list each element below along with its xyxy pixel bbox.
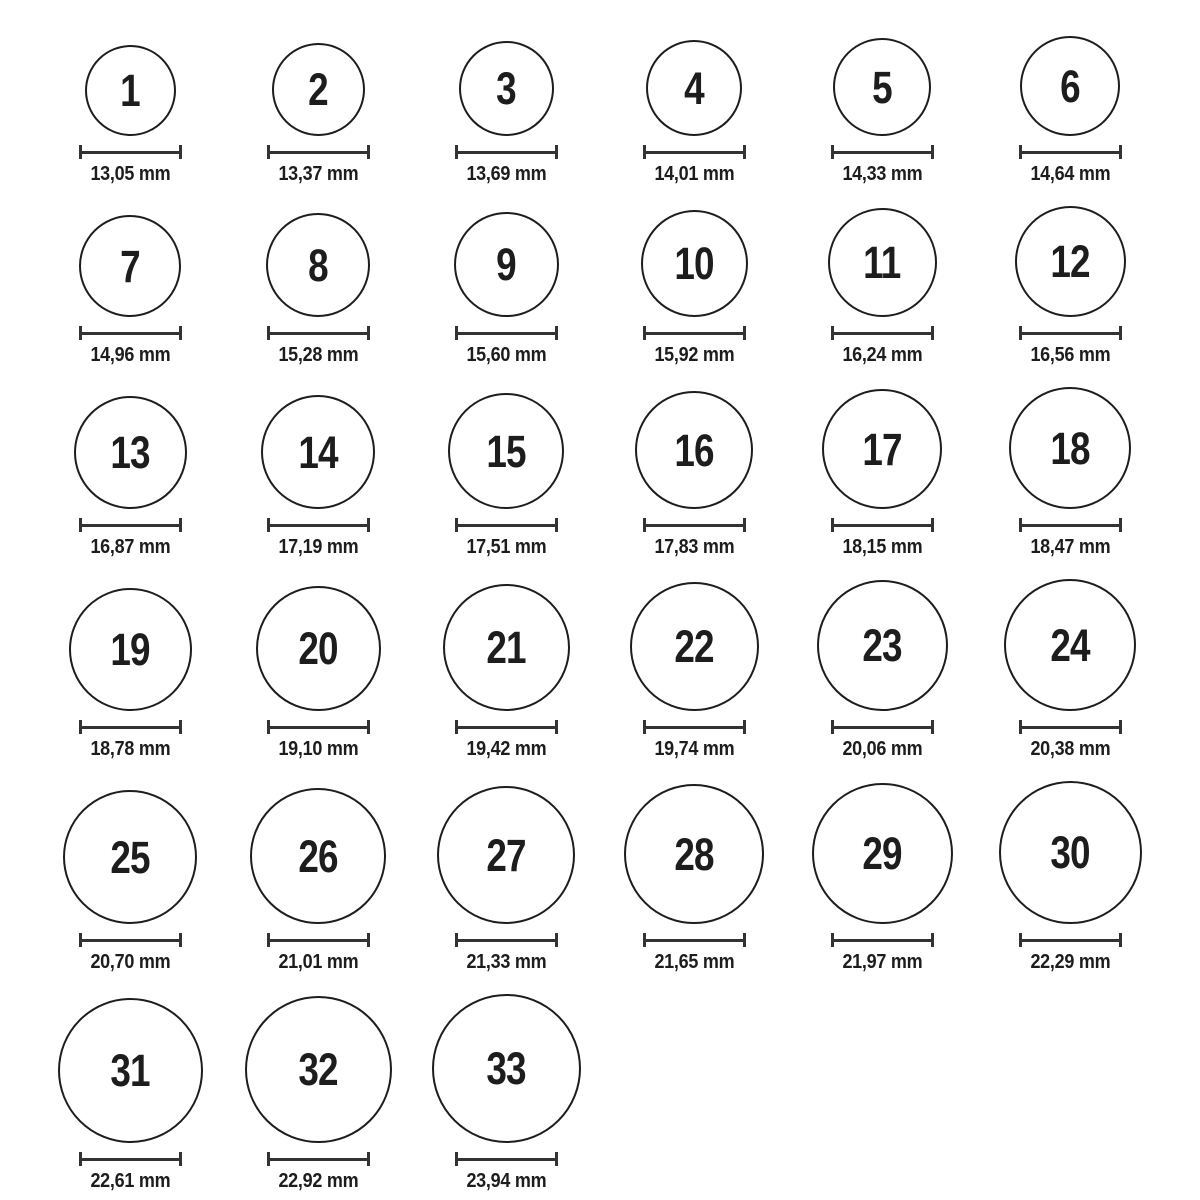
ruler-bar — [267, 524, 370, 527]
ruler-right-tick — [179, 933, 182, 947]
diameter-label: 14,01 mm — [654, 163, 734, 185]
diameter-label: 18,47 mm — [1030, 536, 1110, 558]
ruler-right-tick — [1119, 145, 1122, 159]
ring-circle — [624, 784, 764, 924]
ring-size-item — [1009, 387, 1131, 559]
ring-size-item — [831, 38, 934, 186]
diameter-ruler — [267, 1152, 370, 1166]
ring-circle — [79, 215, 181, 317]
ruler-bar — [643, 524, 746, 527]
diameter-ruler — [79, 518, 182, 532]
ring-size-number: 13 — [110, 427, 150, 478]
ring-size-number: 29 — [862, 828, 902, 879]
diameter-label: 16,56 mm — [1030, 344, 1110, 366]
ring-size-number: 14 — [298, 426, 338, 478]
ruler-bar — [79, 332, 182, 335]
ruler-right-tick — [555, 933, 558, 947]
diameter-label: 16,24 mm — [842, 344, 922, 366]
ring-size-item — [63, 790, 197, 974]
ruler-bar — [79, 151, 182, 154]
ring-size-number: 25 — [110, 831, 150, 883]
ruler-bar — [455, 151, 558, 154]
ring-size-number: 12 — [1050, 236, 1090, 287]
diameter-label: 22,61 mm — [90, 1170, 170, 1192]
diameter-label: 21,33 mm — [466, 951, 546, 973]
ring-size-number: 11 — [863, 237, 901, 288]
diameter-ruler — [1019, 326, 1122, 340]
ring-circle — [999, 781, 1142, 924]
diameter-ruler — [267, 933, 370, 947]
ruler-right-tick — [367, 145, 370, 159]
ring-size-item — [817, 580, 948, 761]
diameter-label: 14,96 mm — [90, 344, 170, 366]
ruler-bar — [79, 726, 182, 729]
diameter-ruler — [79, 145, 182, 159]
diameter-ruler — [79, 326, 182, 340]
ring-circle — [630, 582, 759, 711]
ring-size-number: 23 — [862, 620, 902, 671]
ruler-bar — [79, 1158, 182, 1161]
diameter-label: 13,37 mm — [278, 163, 358, 185]
ring-circle — [69, 588, 192, 711]
diameter-label: 13,69 mm — [466, 163, 546, 185]
ruler-bar — [831, 151, 934, 154]
ring-size-number: 32 — [298, 1044, 338, 1095]
diameter-ruler — [831, 326, 934, 340]
ring-size-item — [1004, 579, 1136, 761]
ring-size-item — [58, 998, 203, 1193]
diameter-label: 21,65 mm — [654, 951, 734, 973]
ring-circle — [261, 395, 375, 509]
ruler-right-tick — [179, 326, 182, 340]
ruler-right-tick — [931, 720, 934, 734]
diameter-ruler — [831, 145, 934, 159]
ruler-bar — [1019, 332, 1122, 335]
diameter-label: 20,38 mm — [1030, 738, 1110, 760]
ring-size-number: 10 — [674, 238, 714, 289]
ruler-right-tick — [179, 1152, 182, 1166]
ring-circle — [443, 584, 570, 711]
ring-circle — [635, 391, 753, 509]
ring-circle — [63, 790, 197, 924]
ring-size-item — [624, 784, 764, 974]
ruler-right-tick — [179, 518, 182, 532]
ring-size-item — [1015, 206, 1126, 367]
ring-size-number: 4 — [684, 62, 704, 114]
diameter-label: 22,29 mm — [1030, 951, 1110, 973]
diameter-ruler — [79, 720, 182, 734]
ruler-right-tick — [367, 326, 370, 340]
ring-size-item — [828, 208, 937, 367]
ring-size-item — [256, 586, 381, 761]
ruler-bar — [643, 939, 746, 942]
ring-size-item — [437, 786, 575, 974]
ring-size-number: 26 — [298, 830, 338, 882]
ring-circle — [58, 998, 203, 1143]
diameter-label: 19,74 mm — [654, 738, 734, 760]
ring-circle — [817, 580, 948, 711]
ring-size-number: 24 — [1050, 619, 1090, 671]
ruler-right-tick — [367, 1152, 370, 1166]
ring-size-item — [267, 43, 370, 186]
ruler-right-tick — [367, 720, 370, 734]
diameter-ruler — [79, 933, 182, 947]
ring-circle — [85, 45, 176, 136]
ring-circle — [245, 996, 392, 1143]
diameter-ruler — [643, 326, 746, 340]
diameter-label: 20,06 mm — [842, 738, 922, 760]
ruler-bar — [643, 332, 746, 335]
ruler-right-tick — [743, 720, 746, 734]
ring-size-item — [245, 996, 392, 1193]
diameter-ruler — [643, 145, 746, 159]
diameter-ruler — [831, 933, 934, 947]
ruler-right-tick — [555, 1152, 558, 1166]
ring-size-item — [250, 788, 386, 974]
ruler-bar — [79, 524, 182, 527]
ring-size-item — [79, 215, 182, 367]
ruler-bar — [267, 332, 370, 335]
ring-size-number: 17 — [862, 423, 902, 475]
ring-circle — [822, 389, 942, 509]
ring-size-number: 20 — [298, 623, 338, 674]
diameter-ruler — [455, 720, 558, 734]
diameter-label: 17,83 mm — [654, 536, 734, 558]
ruler-right-tick — [555, 145, 558, 159]
diameter-label: 14,33 mm — [842, 163, 922, 185]
ring-circle — [272, 43, 365, 136]
ruler-bar — [79, 939, 182, 942]
ring-circle — [828, 208, 937, 317]
diameter-ruler — [267, 145, 370, 159]
diameter-ruler — [79, 1152, 182, 1166]
ruler-right-tick — [1119, 326, 1122, 340]
ring-size-item — [79, 45, 182, 186]
ring-size-number: 18 — [1050, 422, 1090, 474]
ring-size-item — [454, 212, 559, 367]
ring-size-number: 2 — [308, 64, 328, 115]
diameter-label: 15,60 mm — [466, 344, 546, 366]
ruler-right-tick — [743, 326, 746, 340]
ruler-bar — [455, 726, 558, 729]
diameter-label: 19,42 mm — [466, 738, 546, 760]
ring-size-item — [432, 994, 581, 1193]
ring-size-item — [630, 582, 759, 761]
ring-size-number: 33 — [486, 1043, 526, 1094]
diameter-ruler — [267, 326, 370, 340]
ruler-right-tick — [931, 933, 934, 947]
ring-size-item — [635, 391, 753, 559]
diameter-label: 17,51 mm — [466, 536, 546, 558]
ruler-right-tick — [1119, 518, 1122, 532]
ruler-bar — [267, 1158, 370, 1161]
ring-circle — [250, 788, 386, 924]
ring-size-item — [641, 210, 748, 367]
ring-circle — [646, 40, 742, 136]
ruler-right-tick — [931, 326, 934, 340]
ruler-bar — [455, 1158, 558, 1161]
diameter-label: 21,97 mm — [842, 951, 922, 973]
diameter-label: 14,64 mm — [1030, 163, 1110, 185]
ruler-right-tick — [931, 518, 934, 532]
ring-size-number: 16 — [674, 424, 714, 476]
ruler-bar — [267, 151, 370, 154]
diameter-ruler — [643, 720, 746, 734]
ring-size-item — [448, 393, 564, 559]
diameter-ruler — [267, 720, 370, 734]
ring-circle — [459, 41, 554, 136]
ruler-bar — [455, 939, 558, 942]
ring-circle — [1020, 36, 1120, 136]
ruler-right-tick — [555, 518, 558, 532]
ring-circle — [833, 38, 931, 136]
diameter-ruler — [455, 326, 558, 340]
diameter-label: 21,01 mm — [278, 951, 358, 973]
ring-size-number: 31 — [110, 1045, 150, 1096]
diameter-ruler — [831, 720, 934, 734]
diameter-label: 15,28 mm — [278, 344, 358, 366]
ruler-bar — [831, 726, 934, 729]
ruler-bar — [831, 939, 934, 942]
ring-size-number: 28 — [674, 828, 714, 880]
diameter-label: 22,92 mm — [278, 1170, 358, 1192]
ring-size-item — [261, 395, 375, 559]
diameter-ruler — [455, 933, 558, 947]
ring-circle — [266, 213, 370, 317]
ruler-right-tick — [1119, 933, 1122, 947]
ruler-right-tick — [931, 145, 934, 159]
ruler-bar — [1019, 524, 1122, 527]
ruler-bar — [831, 332, 934, 335]
ring-size-number: 30 — [1050, 827, 1090, 878]
ring-size-number: 22 — [674, 621, 714, 672]
ring-circle — [454, 212, 559, 317]
ruler-right-tick — [743, 933, 746, 947]
diameter-ruler — [455, 145, 558, 159]
ring-size-number: 5 — [872, 61, 892, 113]
ring-size-number: 21 — [486, 622, 526, 673]
ruler-bar — [1019, 939, 1122, 942]
ruler-right-tick — [555, 326, 558, 340]
ring-circle — [437, 786, 575, 924]
diameter-ruler — [1019, 720, 1122, 734]
diameter-label: 17,19 mm — [278, 536, 358, 558]
ring-circle — [1015, 206, 1126, 317]
ring-circle — [641, 210, 748, 317]
ruler-right-tick — [743, 518, 746, 532]
ring-circle — [448, 393, 564, 509]
ring-size-item — [999, 781, 1142, 974]
ruler-right-tick — [367, 518, 370, 532]
ring-size-item — [69, 588, 192, 761]
diameter-label: 15,92 mm — [654, 344, 734, 366]
diameter-label: 19,10 mm — [278, 738, 358, 760]
ring-size-number: 9 — [496, 239, 516, 290]
ring-size-item — [266, 213, 370, 367]
diameter-label: 18,15 mm — [842, 536, 922, 558]
ring-size-number: 27 — [486, 829, 526, 881]
ring-size-number: 6 — [1060, 60, 1080, 112]
diameter-label: 16,87 mm — [90, 536, 170, 558]
diameter-ruler — [643, 518, 746, 532]
ruler-bar — [643, 726, 746, 729]
ring-size-item — [822, 389, 942, 559]
diameter-ruler — [1019, 933, 1122, 947]
ruler-bar — [1019, 726, 1122, 729]
ring-size-number: 1 — [120, 65, 140, 116]
ring-circle — [432, 994, 581, 1143]
diameter-ruler — [455, 1152, 558, 1166]
ring-size-number: 19 — [110, 624, 150, 675]
ring-size-item — [643, 40, 746, 186]
diameter-label: 23,94 mm — [466, 1170, 546, 1192]
ring-size-item — [74, 396, 187, 559]
ruler-right-tick — [179, 720, 182, 734]
ring-size-number: 15 — [486, 425, 526, 477]
ring-size-item — [812, 783, 953, 974]
diameter-label: 13,05 mm — [90, 163, 170, 185]
ring-size-number: 7 — [120, 240, 140, 292]
ring-circle — [1009, 387, 1131, 509]
diameter-label: 20,70 mm — [90, 951, 170, 973]
ring-circle — [256, 586, 381, 711]
diameter-ruler — [267, 518, 370, 532]
ruler-bar — [455, 332, 558, 335]
ring-circle — [812, 783, 953, 924]
ruler-bar — [455, 524, 558, 527]
ruler-right-tick — [367, 933, 370, 947]
ring-size-item — [1019, 36, 1122, 186]
ring-circle — [74, 396, 187, 509]
ruler-right-tick — [555, 720, 558, 734]
ruler-bar — [1019, 151, 1122, 154]
ring-size-number: 8 — [308, 239, 328, 291]
diameter-ruler — [831, 518, 934, 532]
ruler-bar — [267, 939, 370, 942]
ruler-bar — [267, 726, 370, 729]
diameter-ruler — [643, 933, 746, 947]
diameter-label: 18,78 mm — [90, 738, 170, 760]
ring-size-number: 3 — [496, 63, 516, 114]
ruler-right-tick — [179, 145, 182, 159]
diameter-ruler — [1019, 145, 1122, 159]
diameter-ruler — [455, 518, 558, 532]
ruler-right-tick — [743, 145, 746, 159]
ring-size-item — [455, 41, 558, 186]
diameter-ruler — [1019, 518, 1122, 532]
ring-size-item — [443, 584, 570, 761]
ruler-bar — [831, 524, 934, 527]
ruler-bar — [643, 151, 746, 154]
ring-circle — [1004, 579, 1136, 711]
ruler-right-tick — [1119, 720, 1122, 734]
